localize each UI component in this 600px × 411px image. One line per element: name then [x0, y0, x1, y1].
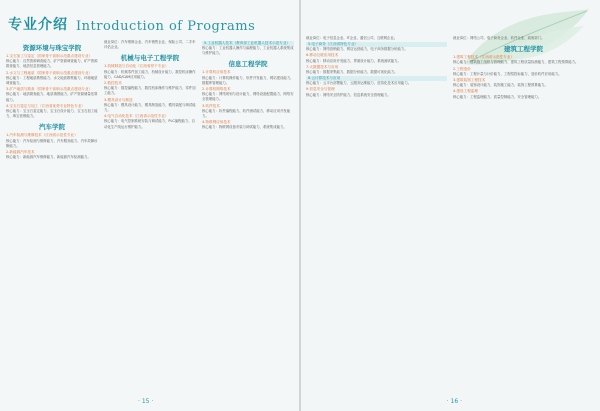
spine-divider	[299, 0, 301, 411]
program-text: 核心能力：工程地质勘察能力、水文地质勘察能力、环境地质调查能力。	[6, 75, 98, 86]
program-text: 核心能力：汽车检测与维修能力、汽车服务能力、汽车故障诊断能力。	[6, 138, 98, 148]
left-columns	[6, 40, 294, 391]
program-title: 1.机械制造与自动化（江西省骨干专业）	[104, 64, 169, 69]
program-title: 4.宝玉石鉴定与加工（江西省优势专业特色专业）	[6, 103, 85, 108]
left-column-2	[104, 40, 196, 391]
program-title: 7.大数据技术与应用	[306, 64, 339, 69]
program-text: 核心能力：电气控制系统安装与调试能力、PLC编程能力、自动化生产线运行维护能力。	[104, 119, 196, 129]
program-title: 9.信息安全与管理	[306, 87, 335, 92]
program-text: 核心能力：模具设计能力、模具制造能力、模具装配与调试能力。	[104, 102, 196, 113]
program-text: 核心能力：地质勘查能力、地质填图能力、矿产资源储量估算能力。	[6, 92, 98, 102]
section-title: 信息工程学院	[228, 60, 268, 69]
program-text: 核心能力：新能源汽车维修能力、新能源汽车检测能力。	[6, 155, 91, 160]
program-text: 核心能力：计算机操作能力、软件开发能力、网站建设能力、数据库管理能力。	[202, 75, 294, 85]
section-title: 机械与电子工程学院	[120, 54, 180, 63]
left-column-3	[202, 40, 294, 391]
header-title-en: Introduction of Programs	[76, 19, 256, 34]
program-text: 核心能力：数据采集能力、数据分析能力、数据可视化能力。	[306, 70, 398, 75]
program-text: 核心能力：工程监理能力、质量控制能力、安全管理能力。	[453, 94, 542, 99]
program-text: 核心能力：宝玉石鉴定能力、宝玉石设计能力、宝玉石加工能力、珠宝营销能力。	[6, 109, 98, 119]
program-text: 核心能力：物联网设备安装与调试能力、系统集成能力。	[202, 125, 287, 130]
right-columns	[306, 36, 594, 391]
program-title: 2.新能源汽车技术	[6, 150, 35, 155]
program-text: 核心能力：机械零件加工能力、机械设计能力、数控机床操作能力、CAD/CAM应用能力。	[104, 69, 196, 79]
page-number: · 15 ·	[138, 398, 154, 405]
program-text: 核心能力：数控编程能力、数控机床操作与维护能力、零件加工能力。	[104, 86, 196, 96]
program-text: 核心能力：网络营销能力、网店运营能力、电子商务数据分析能力。	[306, 47, 408, 52]
program-text: 核心能力：工业机器人操作与编程能力、工业机器人系统集成与维护能力。	[202, 46, 294, 56]
program-title: 2.数控技术	[104, 81, 122, 86]
program-title: 8.云计算技术与应用	[306, 76, 447, 81]
program-title: 1.计算机应用技术	[202, 70, 231, 75]
program-title: 3.软件技术	[202, 103, 220, 108]
program-text: 核心能力：网络规划与设计能力、网络设备配置能力、网络安全管理能力。	[202, 92, 294, 102]
program-title: 3.矿产地质与勘查（国家骨干高职示范重点建设专业）	[6, 87, 93, 92]
program-title: 5.工业机器人技术（教育部工业机器人技术示范专业）	[202, 41, 294, 46]
section-title: 建筑工程学院	[504, 45, 543, 54]
program-text: 就业岗位：汽车维修企业、汽车销售企业、保险公司、二手车评估企业。	[104, 40, 196, 50]
page-number: · 16 ·	[446, 398, 462, 405]
program-text: 核心能力：网络安全防护能力、信息系统安全管理能力。	[306, 92, 391, 97]
right-column-1	[306, 36, 447, 391]
program-text: 核心能力：移动应用开发能力、界面设计能力、系统测试能力。	[306, 58, 401, 63]
page-header	[8, 10, 255, 34]
program-text: 核心能力：建筑施工组织与管理能力、建筑工程质量检测能力、建筑工程预算能力。	[453, 60, 579, 65]
program-text: 就业岗位：电子信息企业、IT企业、通信公司、互联网企业。	[306, 36, 398, 40]
program-title: 4.电气自动化技术（江西省示范性专业）	[104, 114, 169, 119]
program-title: 3.建筑装饰工程技术	[453, 78, 486, 83]
program-title: 3.模具设计与制造	[104, 97, 133, 102]
program-text: 核心能力：软件编程能力、软件测试能力、移动应用开发能力。	[202, 108, 291, 119]
header-title-cn: 专业介绍	[8, 17, 68, 33]
program-title: 2.工程造价	[453, 66, 471, 71]
section-title: 汽车学院	[39, 123, 65, 132]
program-text: 核心能力：装饰设计能力、装饰施工能力、装饰工程预算能力。	[453, 83, 548, 88]
program-text: 核心能力：云平台部署能力、云服务运维能力、虚拟化技术应用能力。	[306, 81, 412, 86]
program-title: 5.电子商务（江西省特色专业）	[306, 42, 447, 47]
program-title: 2.计算机网络技术	[202, 87, 231, 92]
program-title: 1.汽车检测与维修技术（江西省示范性专业）	[6, 133, 78, 138]
program-title: 1.宝石加工与鉴定（国家骨干高职示范重点建设专业）	[6, 54, 93, 58]
program-text: 核心能力：自然资源调查能力、矿产资源调查能力、矿产资源勘查能力、地质信息管理能力。	[6, 59, 98, 69]
program-title: 4.物联网应用技术	[202, 120, 231, 125]
right-column-2	[453, 36, 594, 391]
program-text: 就业岗位：网络公司、电子商务企业、软件企业、政府部门。	[453, 36, 545, 40]
left-column-1	[6, 40, 98, 391]
program-title: 6.移动互联应用技术	[306, 53, 339, 58]
program-title: 4.建设工程监理	[453, 89, 478, 94]
program-text: 核心能力：工程计量与计价能力、工程招投标能力、造价软件应用能力。	[453, 71, 562, 76]
program-title: 1.建筑工程技术（江西省示范性专业）	[453, 55, 514, 60]
section-title: 资源环境与珠宝学院	[22, 44, 82, 52]
program-title: 2.水文与工程地质（国家骨干高职示范重点建设专业）	[6, 70, 93, 75]
right-page	[300, 0, 600, 411]
